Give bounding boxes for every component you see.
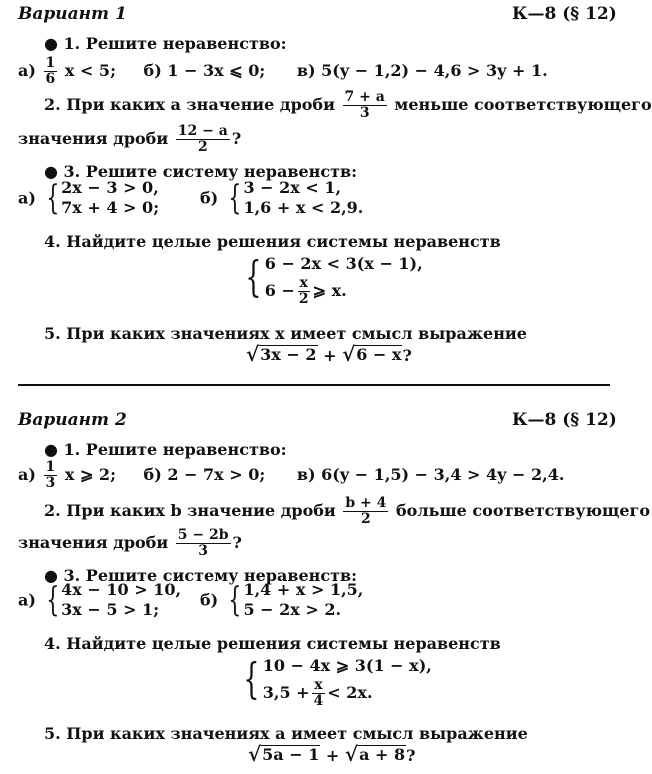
v1-task-1a-fraction: $\frac{1}{6}$ bbox=[45, 55, 56, 87]
v2-task-1a-rest: x ⩾ 2; bbox=[64, 465, 116, 484]
v1-task-2-text-2: значения дроби bbox=[18, 129, 169, 148]
v1-task-3b-system: { 3 − 2x < 1, 1,6 + x < 2,9. bbox=[228, 178, 364, 218]
v1-task-3: ● 3. Решите систему неравенств: bbox=[44, 162, 358, 181]
variant-2-code: К—8 (§ 12) bbox=[512, 410, 617, 430]
v1-task-2-text: 2. При каких a значение дроби bbox=[44, 95, 335, 114]
v1-task-2-fraction-1: $\frac{7 + a}{3}$ bbox=[344, 89, 385, 121]
v2-task-2-text: 2. При каких b значение дроби bbox=[44, 501, 336, 520]
v2-task-3b-system: { 1,4 + x > 1,5, 5 − 2x > 2. bbox=[228, 580, 364, 620]
v1-task-3a-system: { 2x − 3 > 0, 7x + 4 > 0; bbox=[45, 178, 160, 218]
v1-task-4: 4. Найдите целые решения системы неравенств bbox=[44, 232, 501, 251]
v2-task-3b bbox=[200, 580, 363, 620]
v2-task-1a-fraction: $\frac{1}{3}$ bbox=[45, 459, 56, 491]
v1-task-3a bbox=[18, 178, 159, 218]
v1-task-5: 5. При каких значениях x имеет смысл выражение bbox=[44, 324, 527, 343]
v1-task-1a-label: а) bbox=[18, 61, 36, 80]
v2-task-2-text-2: значения дроби bbox=[18, 533, 169, 552]
v1-task-3a-label: а) bbox=[18, 188, 36, 208]
v1-task-4-system: { 6 − 2x < 3(x − 1), 6 − $\frac{x}{2}$ ⩾ x. bbox=[245, 252, 423, 307]
v1-task-3b bbox=[200, 178, 363, 218]
variant-2-title: Вариант 2 bbox=[18, 410, 127, 430]
v2-task-4: 4. Найдите целые решения системы неравенств bbox=[44, 634, 501, 653]
v1-task-1a-rest: x < 5; bbox=[64, 61, 116, 80]
v1-task-2-fraction-2: $\frac{12 - a}{2}$ bbox=[177, 123, 228, 155]
v2-task-5-expression: √ 5a − 1 + √ a + 8 ? bbox=[248, 742, 416, 766]
v2-task-2-fraction-1: $\frac{b + 4}{2}$ bbox=[345, 495, 387, 527]
v2-task-3a-system: { 4x − 10 > 10, 3x − 5 > 1; bbox=[45, 580, 182, 620]
variant-1-title: Вариант 1 bbox=[18, 4, 127, 24]
v2-task-3a-label: а) bbox=[18, 590, 36, 610]
v1-task-2-text-post: меньше соответствующего bbox=[394, 95, 652, 114]
v1-task-1-items bbox=[18, 56, 548, 87]
v2-task-1a-label: а) bbox=[18, 465, 36, 484]
v2-task-2-line2: значения дроби $\frac{5 - 2b}{3}$ ? bbox=[18, 527, 242, 559]
section-divider bbox=[18, 384, 610, 386]
v2-task-3: ● 3. Решите систему неравенств: bbox=[44, 566, 358, 585]
v1-task-5-expression: √ 3x − 2 + √ 6 − x ? bbox=[246, 342, 412, 366]
v2-task-4-system: { 10 − 4x ⩾ 3(1 − x), 3,5 + $\frac{x}{4}$ < 2x. bbox=[243, 654, 432, 709]
v2-task-2-line1 bbox=[44, 496, 650, 527]
v1-task-1c: в) 5(y − 1,2) − 4,6 > 3y + 1. bbox=[296, 61, 548, 80]
v1-task-2-line2: значения дроби $\frac{12 - a}{2}$ ? bbox=[18, 123, 242, 155]
v2-task-3b-label: б) bbox=[200, 590, 219, 610]
v2-task-5: 5. При каких значениях a имеет смысл выражение bbox=[44, 724, 528, 743]
v1-task-3b-label: б) bbox=[200, 188, 219, 208]
v2-task-1: ● 1. Решите неравенство: bbox=[44, 440, 287, 459]
v1-task-2-line1 bbox=[44, 90, 652, 121]
v2-task-3a bbox=[18, 580, 181, 620]
v2-task-2-text-post: больше соответствующего bbox=[395, 501, 650, 520]
v1-task-1b: б) 1 − 3x ⩽ 0; bbox=[143, 61, 266, 80]
v2-task-1b: б) 2 − 7x > 0; bbox=[143, 465, 266, 484]
v1-task-1: ● 1. Решите неравенство: bbox=[44, 34, 287, 53]
v2-task-1-items bbox=[18, 460, 564, 491]
variant-1-code: К—8 (§ 12) bbox=[512, 4, 617, 24]
v2-task-1c: в) 6(y − 1,5) − 3,4 > 4y − 2,4. bbox=[296, 465, 565, 484]
v2-task-2-fraction-2: $\frac{5 - 2b}{3}$ bbox=[177, 527, 229, 559]
